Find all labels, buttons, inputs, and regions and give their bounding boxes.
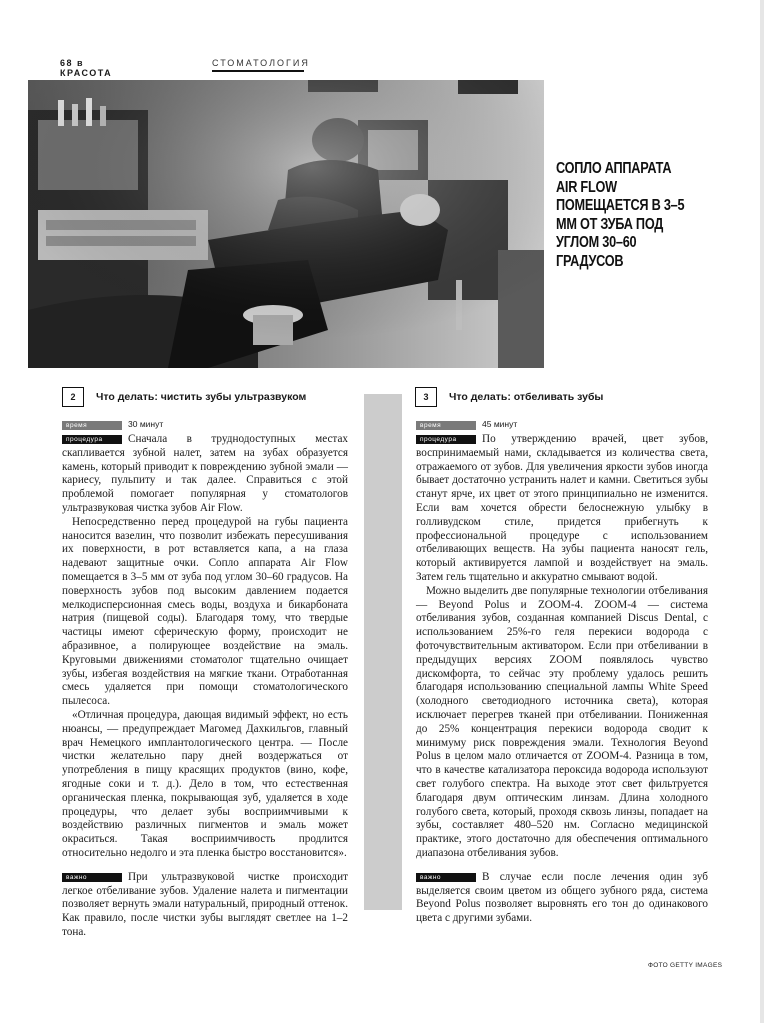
section-2-time-value: 30 минут (128, 419, 164, 430)
section-2-paragraph-3: «Отличная процедура, дающая видимый эффект, но есть нюансы, — предупреждает Магомед Дахкильгов, главный врач Немецкого имплантологического центра. — После чистки желательно пару дней воздержаться от употребления в пищу красящих продуктов (вино, кофе, ягодные соки и т. д.). Дело в том, что естественная органическая пленка, покрывающая зуб, удаляется в ходе процедуры, что делает зубы восприимчивыми к воздействию различных пигментов и эмаль может окраситься. Такая восприимчивость продлится относительно недолго и эта пленка быстро восстановится». (62, 708, 348, 859)
section-label: СТОМАТОЛОГИЯ (212, 58, 304, 72)
section-2-body (62, 419, 348, 940)
section-3-p1-text: По утверждению врачей, цвет зубов, воспринимаемый нами, складывается из количества света, отражаемого от зубов. Для увеличения яркости зубов иногда бывает достаточно устранить налет и камни. Светиться зубы станут ярче, их цвет от этого принципиально не изменится. Если вам хочется обрести белоснежную улыбку в голливудском стиле, придется прибегнуть к профессиональной процедуре с использованием отбеливающих веществ. На зубы пациента наносят гель, который активируется лампой и воздействует на эмаль. Затем гель тщательно и аккуратно смывают водой. (416, 433, 708, 583)
section-2-number: 2 (62, 387, 84, 407)
section-2-heading (62, 387, 306, 407)
section-3-paragraph-1 (416, 433, 708, 585)
section-3-paragraph-2: Можно выделить две популярные технологии отбеливания — Beyond Polus и ZOOM-4. ZOOM-4 — система отбеливания зубов, созданная компанией Discus Dental, с использованием 25%-го геля перекиси водорода с фоточувствительным активатором. Если при отбеливании в предыдущих версиях ZOOM появлялось чувство дискомфорта, то сейчас эту проблему удалось решить благодаря использованию специальной лампы White Speed (холодного светодиодного источника света), которая исключает перегрев тканей при отбеливании. Пониженная до 25% концентрация перекиси водорода сводит к минимуму риск повреждения эмали. Технология Beyond Polus в целом мало отличается от ZOOM-4. Разница в том, что в качестве катализатора пероксида водорода используют свет голубого спектра. На выходе этот свет фильтруется благодаря двум оптическим линзам. Длина холодного голубого света, который, проходя сквозь линзы, попадает на зубы, составляет 480–520 нм. Согласно медицинской практике, этого достаточно для обеспечения оптимального диапазона отбеливания зубов. (416, 584, 708, 859)
section-2-p1-text: Сначала в труднодоступных местах скапливается зубной налет, затем на зубах образуется камень, который приводит к повреждению зубной эмали — кариесу, пульпиту и так далее. Справиться с этой проблемой помогает популярная у стоматологов ультразвуковая чистка зубов Air Flow. (62, 433, 348, 514)
section-3-important (416, 871, 708, 926)
column-divider (364, 394, 402, 910)
section-2-paragraph-2: Непосредственно перед процедурой на губы пациента наносится вазелин, что позволит избежать пересушивания их поверхности, в рот вставляется капа, а на глаза надевают защитные очки. Сопло аппарата Air Flow помещается в 3–5 мм от зуба под углом 30–60 градусов. На поверхность зубов под высоким давлением подается мелкодисперсионная смесь воды, воздуха и бикарбоната натрия (пищевой соды). Благодаря тому, что твердые частицы имеют сферическую форму, происходит не абразивное, а полирующее воздействие на эмаль. Круговыми движениями стоматолог тщательно очищает зубы, избегая воздействия на мягкие ткани. Отработанная смесь удаляется при помощи стоматологического пылесоса. (62, 515, 348, 708)
time-tag: время (416, 421, 476, 430)
section-2-paragraph-1 (62, 433, 348, 516)
section-2-important (62, 871, 348, 940)
section-2-important-text: При ультразвуковой чистке происходит легкое отбеливание зубов. Удаление налета и пигментации позволяет вернуть эмали натуральный, природный оттенок. Как правило, после чистки зубы выглядят светлее на 1–2 тона. (62, 870, 348, 938)
important-tag: важно (416, 873, 476, 882)
page-label: 68 в КРАСОТА (60, 58, 140, 82)
section-3-body (416, 419, 708, 926)
section-3-important-text: В случае если после лечения один зуб выделяется своим цветом из общего зубного ряда, система Beyond Polus позволяет выровнять его тон до одинакового цвета с другими зубами. (416, 870, 708, 925)
procedure-tag: процедура (62, 435, 122, 444)
time-tag: время (62, 421, 122, 430)
section-3-title: Что делать: отбеливать зубы (449, 391, 604, 403)
section-2-time-row (62, 419, 348, 431)
vintage-dentist-photo (28, 80, 544, 368)
section-3-time-row (416, 419, 708, 431)
photo-credit: ФОТО GETTY IMAGES (648, 962, 723, 969)
section-3-time-value: 45 минут (482, 419, 518, 430)
section-3-number: 3 (415, 387, 437, 407)
important-tag: важно (62, 873, 122, 882)
pull-quote: СОПЛО АППАРАТА AIR FLOW ПОМЕЩАЕТСЯ В 3–5 ММ ОТ ЗУБА ПОД УГЛОМ 30–60 ГРАДУСОВ (556, 160, 685, 270)
page-edge (760, 0, 764, 1023)
procedure-tag: процедура (416, 435, 476, 444)
section-3-heading (415, 387, 603, 407)
section-2-title: Что делать: чистить зубы ультразвуком (96, 391, 307, 403)
